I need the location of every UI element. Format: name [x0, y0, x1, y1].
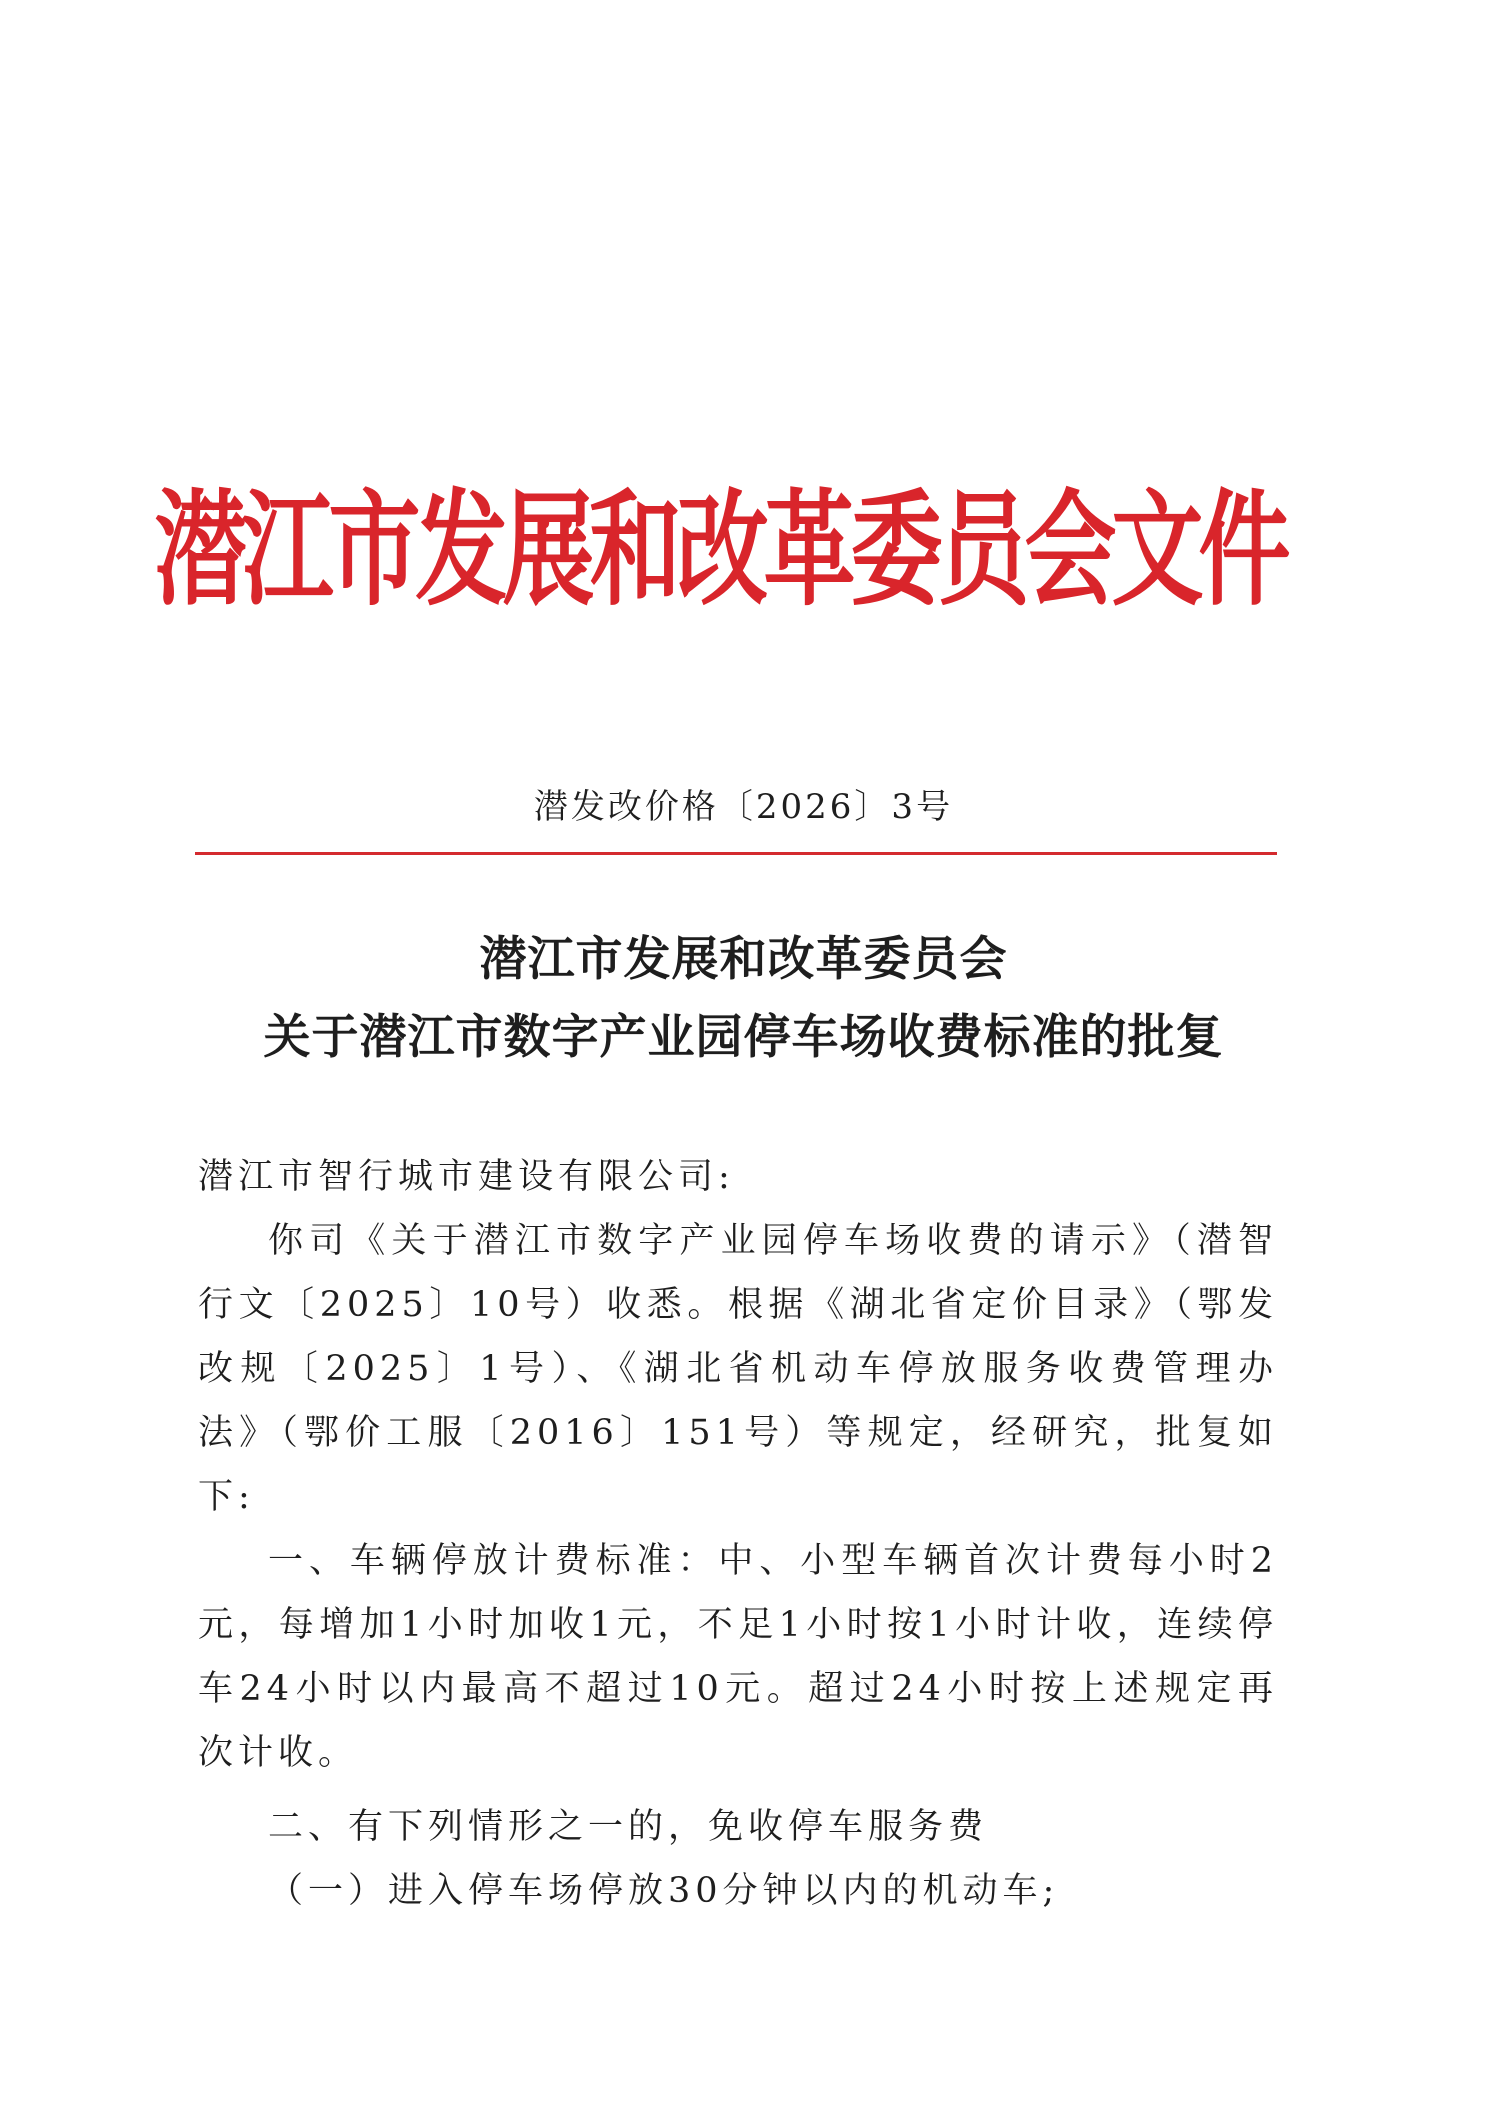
document-title-line-2: 关于潜江市数字产业园停车场收费标准的批复	[263, 1010, 1224, 1065]
body-paragraph-exemption-item-1: （一）进入停车场停放30分钟以内的机动车;	[268, 1871, 1060, 1911]
document-number: 潜发改价格〔2026〕3号	[533, 787, 954, 827]
body-paragraph-exemptions: 二、有下列情形之一的，免收停车服务费	[268, 1807, 989, 1847]
red-divider-line	[195, 852, 1277, 855]
document-body	[198, 1145, 1278, 1923]
addressee: 潜江市智行城市建设有限公司:	[198, 1157, 735, 1197]
document-title-line-1: 潜江市发展和改革委员会	[479, 932, 1008, 987]
body-paragraph-reference: 你司《关于潜江市数字产业园停车场收费的请示》（潜智行文〔2025〕10号）收悉。根据《湖北省定价目录》（鄂发改规〔2025〕1号）、《湖北省机动车停放服务收费管理办法》（鄂价工服〔2016〕151号）等规定，经研究，批复如下:	[198, 1221, 1278, 1517]
masthead-title: 潜江市发展和改革委员会文件	[154, 478, 1286, 623]
body-paragraph-fee-standard: 一、车辆停放计费标准：中、小型车辆首次计费每小时2元，每增加1小时加收1元，不足1小时按1小时计收，连续停车24小时以内最高不超过10元。超过24小时按上述规定再次计收。	[198, 1541, 1278, 1773]
